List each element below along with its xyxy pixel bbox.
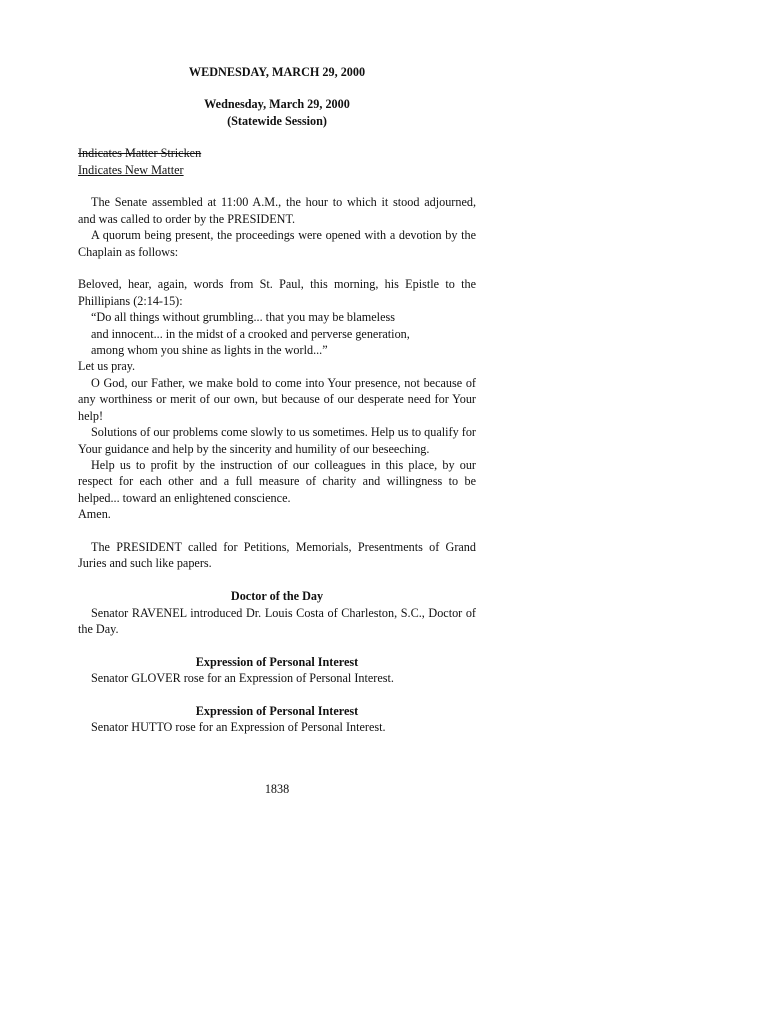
journal-page bbox=[78, 64, 476, 736]
legend-new-matter: Indicates New Matter bbox=[78, 162, 184, 177]
prayer-paragraph-1: O God, our Father, we make bold to come into Your presence, not because of any worthiness or merit of our own, but because of our desperate need for Your help! bbox=[78, 375, 476, 423]
petitions-paragraph: The PRESIDENT called for Petitions, Memorials, Presentments of Grand Juries and such like papers. bbox=[78, 539, 476, 571]
devotion-intro: Beloved, hear, again, words from St. Paul, this morning, his Epistle to the Phillipians (2:14-15): bbox=[78, 277, 476, 308]
opening-paragraph: The Senate assembled at 11:00 A.M., the hour to which it stood adjourned, and was called to order by the PRESIDENT. bbox=[78, 195, 476, 226]
legend-stricken: Indicates Matter Stricken bbox=[78, 146, 202, 161]
section-text: Senator RAVENEL introduced Dr. Louis Costa of Charleston, S.C., Doctor of the Day. bbox=[78, 605, 476, 636]
section-heading: Expression of Personal Interest bbox=[195, 654, 359, 669]
session-date: Wednesday, March 29, 2000 bbox=[204, 97, 350, 112]
let-us-pray: Let us pray. bbox=[78, 359, 136, 374]
section-text: Senator GLOVER rose for an Expression of Personal Interest. bbox=[91, 671, 394, 686]
quorum-paragraph: A quorum being present, the proceedings were opened with a devotion by the Chaplain as follows: bbox=[78, 228, 476, 259]
scripture-line-1: “Do all things without grumbling... that you may be blameless bbox=[91, 310, 395, 325]
scripture-line-3: among whom you shine as lights in the world...” bbox=[91, 343, 328, 358]
prayer-paragraph-2: Solutions of our problems come slowly to us sometimes. Help us to qualify for Your guidance and help by the sincerity and humility of our beseeching. bbox=[78, 425, 476, 456]
section-heading: Doctor of the Day bbox=[230, 589, 324, 604]
page-number: 1838 bbox=[264, 782, 290, 796]
section-heading: Expression of Personal Interest bbox=[195, 703, 359, 718]
prayer-paragraph-3: Help us to profit by the instruction of our colleagues in this place, by our respect for each other and a full measure of charity and willingness to be helped... toward an enlightened conscience. bbox=[78, 457, 476, 505]
scripture-line-2: and innocent... in the midst of a crooked and perverse generation, bbox=[91, 326, 410, 341]
session-type: (Statewide Session) bbox=[227, 113, 327, 128]
page-header-date: WEDNESDAY, MARCH 29, 2000 bbox=[188, 65, 366, 79]
section-text: Senator HUTTO rose for an Expression of Personal Interest. bbox=[91, 720, 386, 735]
amen: Amen. bbox=[78, 507, 111, 522]
